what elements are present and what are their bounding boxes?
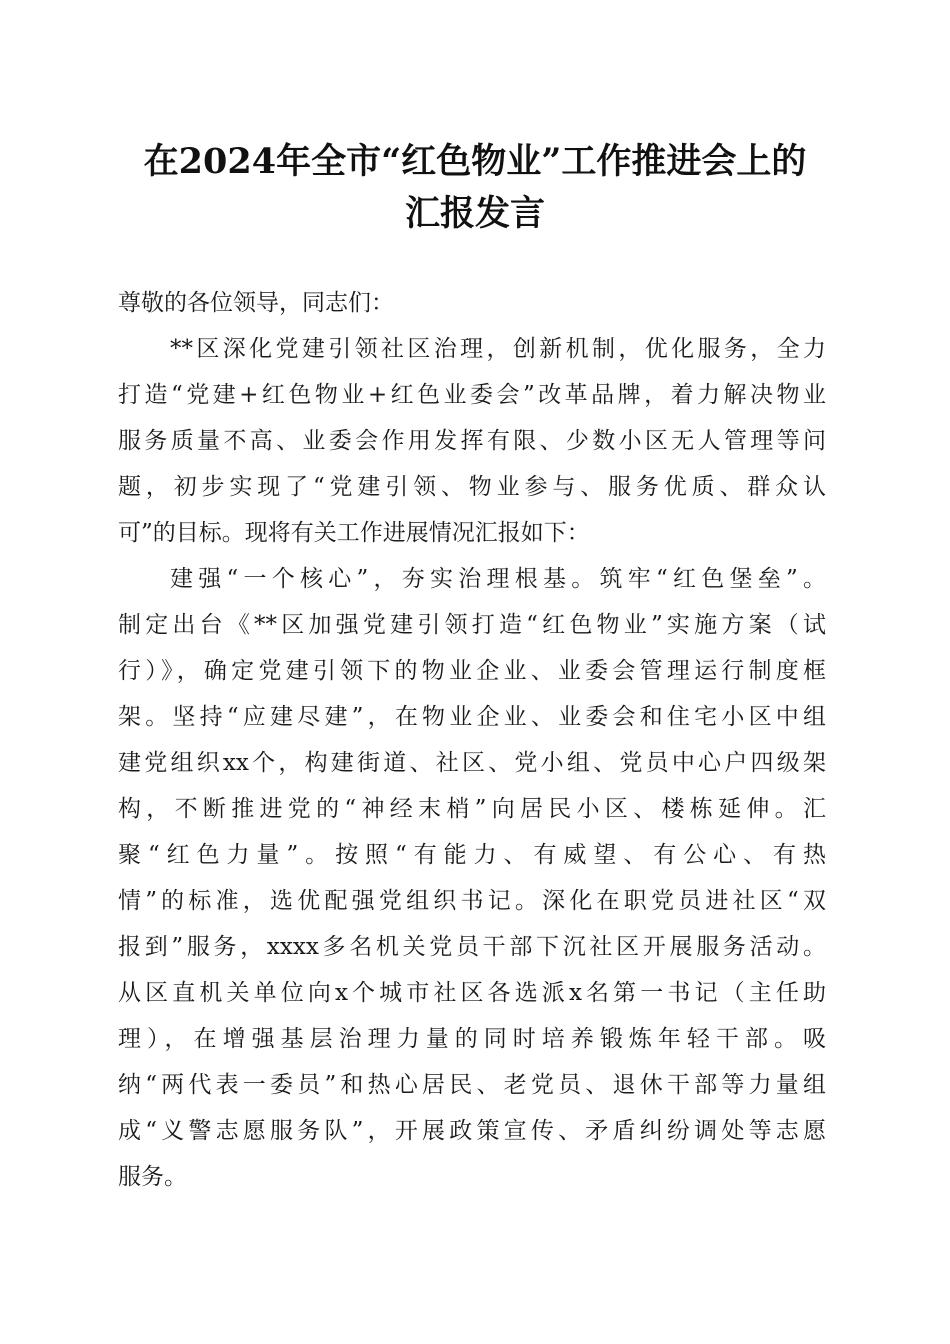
body-text-line: 情”的标准，选优配强党组织书记。深化在职党员进社区“双 — [118, 888, 826, 914]
body-text-line: 从区直机关单位向x个城市社区各选派x名第一书记（主任助 — [118, 980, 826, 1006]
body-text-line: 理），在增强基层治理力量的同时培养锻炼年轻干部。吸 — [118, 1026, 826, 1052]
body-text-line: 尊敬的各位领导，同志们： — [118, 290, 394, 316]
body-text-line: 服务质量不高、业委会作用发挥有限、少数小区无人管理等问 — [118, 428, 826, 454]
body-text-line: 建强“一个核心”，夯实治理根基。筑牢“红色堡垒”。 — [170, 566, 826, 592]
body-text-line: 架。坚持“应建尽建”，在物业企业、业委会和住宅小区中组 — [118, 704, 826, 730]
body-text-line: 打造“党建+红色物业+红色业委会”改革品牌，着力解决物业 — [118, 382, 826, 408]
body-text-line: 建党组织xx个，构建街道、社区、党小组、党员中心户四级架 — [118, 750, 826, 776]
body-text-line: 制定出台《**区加强党建引领打造“红色物业”实施方案（试 — [118, 612, 826, 638]
body-text-line: 可”的目标。现将有关工作进展情况汇报如下： — [118, 520, 590, 546]
body-text-line: 服务。 — [118, 1164, 187, 1190]
body-text-line: 行）》，确定党建引领下的物业企业、业委会管理运行制度框 — [118, 658, 826, 684]
body-text-line: 纳“两代表一委员”和热心居民、老党员、退休干部等力量组 — [118, 1072, 826, 1098]
document-body — [118, 280, 826, 1200]
title-line-1: 在2024年全市“红色物业”工作推进会上的 — [143, 141, 807, 182]
body-text-line: 成“义警志愿服务队”，开展政策宣传、矛盾纠纷调处等志愿 — [118, 1118, 826, 1144]
body-text-line: 报到”服务，xxxx多名机关党员干部下沉社区开展服务活动。 — [118, 934, 826, 960]
body-text-line: **区深化党建引领社区治理，创新机制，优化服务，全力 — [170, 336, 826, 362]
page-title — [100, 136, 850, 240]
body-text-line: 构，不断推进党的“神经末梢”向居民小区、楼栋延伸。汇 — [118, 796, 826, 822]
body-text-line: 聚“红色力量”。按照“有能力、有威望、有公心、有热 — [118, 842, 826, 868]
body-text-line: 题，初步实现了“党建引领、物业参与、服务优质、群众认 — [118, 474, 826, 500]
title-line-2: 汇报发言 — [404, 193, 545, 234]
